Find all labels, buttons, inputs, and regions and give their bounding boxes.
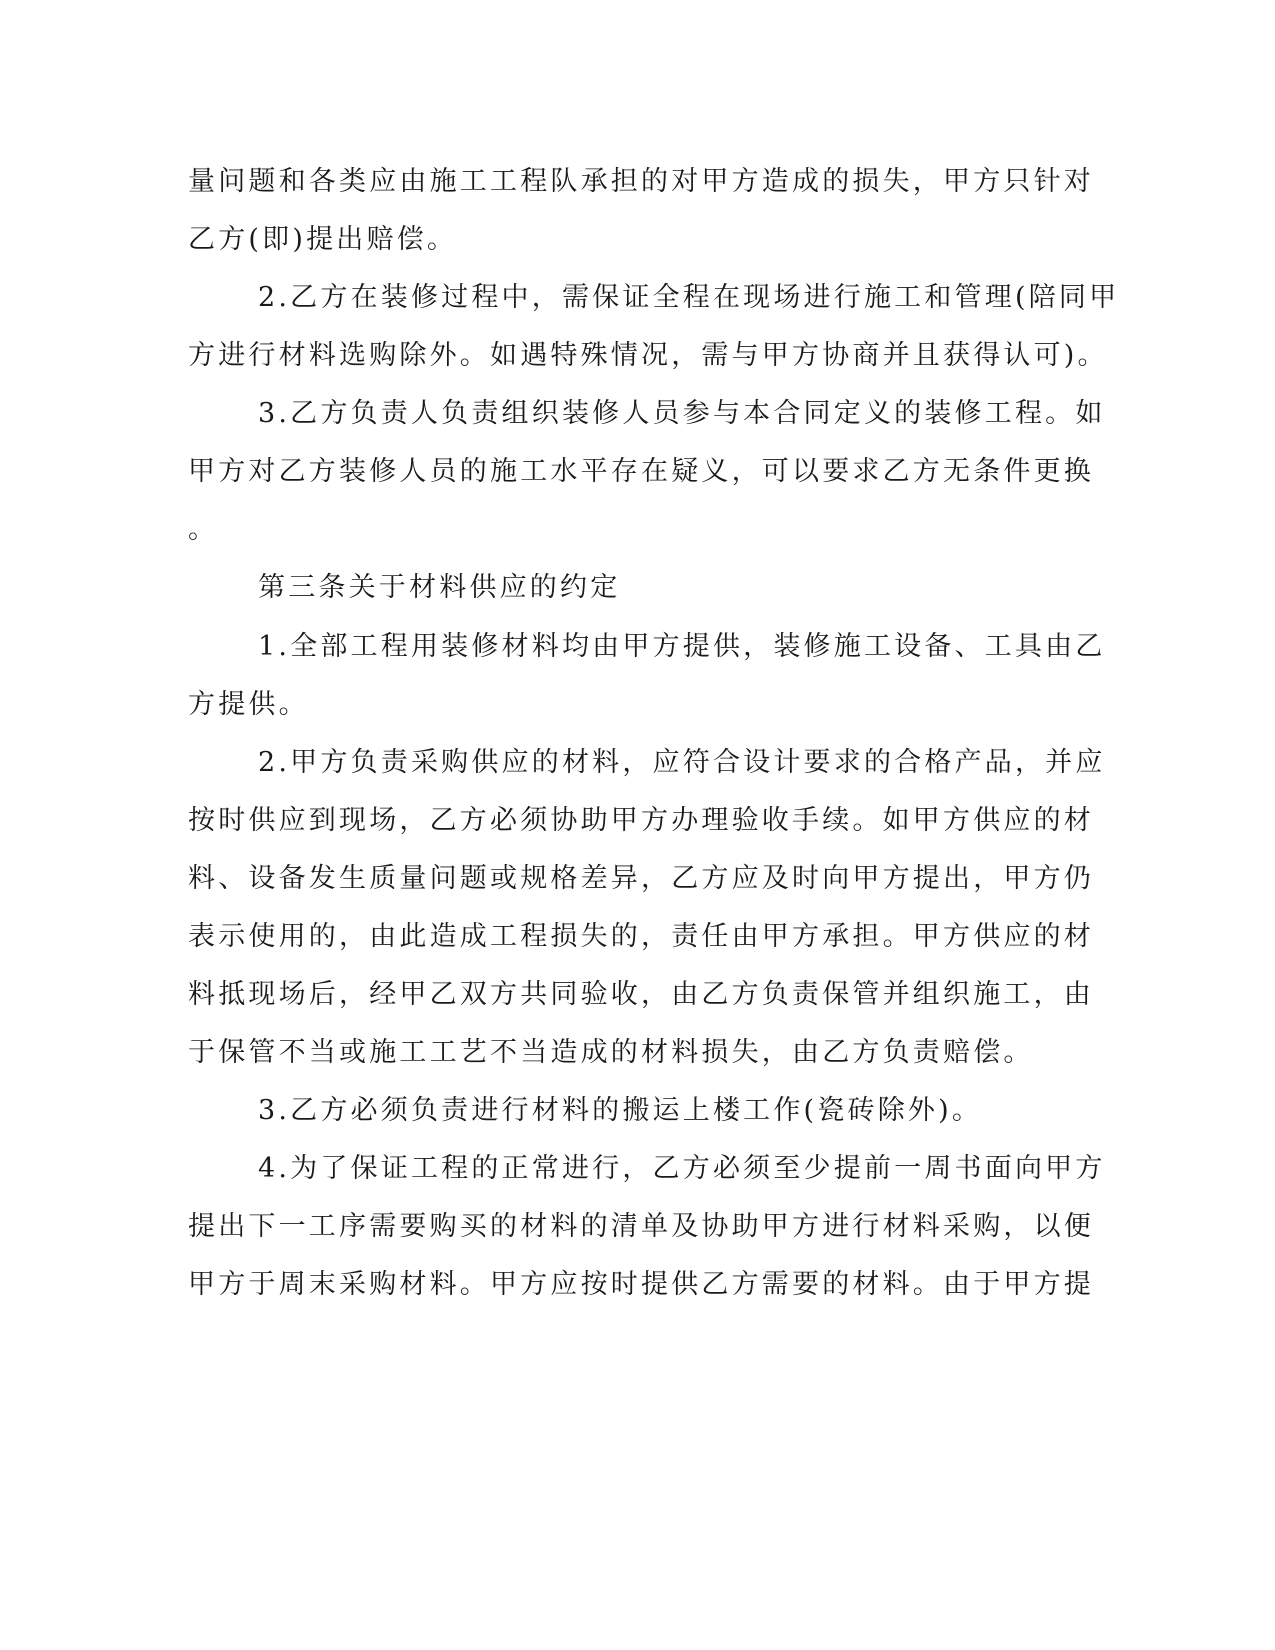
paragraph-line: 乙方(即)提出赔偿。 <box>188 224 458 255</box>
paragraph-line: 方进行材料选购除外。如遇特殊情况，需与甲方协商并且获得认可)。 <box>188 340 1108 371</box>
clause-1-line: 1.全部工程用装修材料均由甲方提供，装修施工设备、工具由乙 <box>258 631 1106 662</box>
paragraph-line: 表示使用的，由此造成工程损失的，责任由甲方承担。甲方供应的材 <box>188 921 1094 952</box>
clause-3-line: 3.乙方必须负责进行材料的搬运上楼工作(瓷砖除外)。 <box>258 1095 983 1126</box>
paragraph-line: 于保管不当或施工工艺不当造成的材料损失，由乙方负责赔偿。 <box>188 1037 1034 1068</box>
clause-2-line: 2.乙方在装修过程中，需保证全程在现场进行施工和管理(陪同甲 <box>258 282 1120 313</box>
clause-3-line: 3.乙方负责人负责组织装修人员参与本合同定义的装修工程。如 <box>258 398 1106 429</box>
section-heading: 第三条关于材料供应的约定 <box>258 572 621 603</box>
paragraph-line: 按时供应到现场，乙方必须协助甲方办理验收手续。如甲方供应的材 <box>188 805 1094 836</box>
clause-4-line: 4.为了保证工程的正常进行，乙方必须至少提前一周书面向甲方 <box>258 1153 1106 1184</box>
paragraph-line: 料抵现场后，经甲乙双方共同验收，由乙方负责保管并组织施工，由 <box>188 979 1094 1010</box>
paragraph-line: 方提供。 <box>188 689 309 720</box>
paragraph-line: 甲方于周末采购材料。甲方应按时提供乙方需要的材料。由于甲方提 <box>188 1269 1094 1300</box>
paragraph-line: 量问题和各类应由施工工程队承担的对甲方造成的损失，甲方只针对 <box>188 166 1094 197</box>
clause-2-line: 2.甲方负责采购供应的材料，应符合设计要求的合格产品，并应 <box>258 747 1106 778</box>
paragraph-line: 甲方对乙方装修人员的施工水平存在疑义，可以要求乙方无条件更换 <box>188 456 1094 487</box>
paragraph-line: 料、设备发生质量问题或规格差异，乙方应及时向甲方提出，甲方仍 <box>188 863 1094 894</box>
paragraph-line: 。 <box>188 514 219 545</box>
paragraph-line: 提出下一工序需要购买的材料的清单及协助甲方进行材料采购，以便 <box>188 1211 1094 1242</box>
